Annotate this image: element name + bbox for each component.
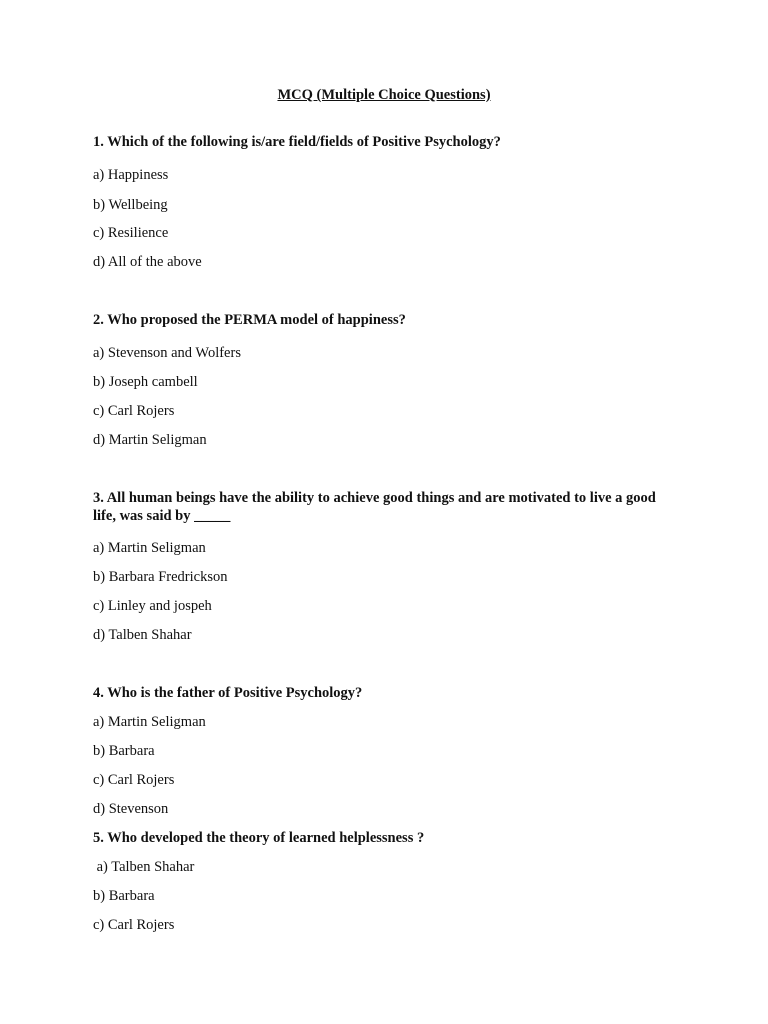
question-4-option-a: a) Martin Seligman	[93, 714, 206, 730]
question-2: 2. Who proposed the PERMA model of happiness?	[93, 312, 406, 328]
question-3-option-c: c) Linley and jospeh	[93, 598, 212, 614]
question-1-option-d: d) All of the above	[93, 254, 202, 270]
question-5-option-a: a) Talben Shahar	[93, 859, 195, 875]
question-5: 5. Who developed the theory of learned helplessness ?	[93, 830, 425, 846]
question-3-option-a: a) Martin Seligman	[93, 540, 206, 556]
question-4-option-d: d) Stevenson	[93, 801, 169, 817]
question-2-option-c: c) Carl Rojers	[93, 403, 175, 419]
question-5-option-b: b) Barbara	[93, 888, 155, 904]
question-1-option-a: a) Happiness	[93, 167, 169, 183]
question-1-option-c: c) Resilience	[93, 225, 169, 241]
question-4-option-c: c) Carl Rojers	[93, 772, 175, 788]
question-3-option-b: b) Barbara Fredrickson	[93, 569, 228, 585]
question-2-option-d: d) Martin Seligman	[93, 432, 207, 448]
question-4-option-b: b) Barbara	[93, 743, 155, 759]
question-2-option-b: b) Joseph cambell	[93, 374, 198, 390]
question-4: 4. Who is the father of Positive Psychology?	[93, 685, 363, 701]
question-1-option-b: b) Wellbeing	[93, 197, 168, 213]
page-title: MCQ (Multiple Choice Questions)	[277, 87, 491, 103]
question-5-option-c: c) Carl Rojers	[93, 917, 175, 933]
question-3: 3. All human beings have the ability to achieve good things and are motivated to live a good life, was said by _____	[93, 490, 656, 524]
question-1: 1. Which of the following is/are field/fields of Positive Psychology?	[93, 134, 501, 150]
question-3-option-d: d) Talben Shahar	[93, 627, 192, 643]
question-2-option-a: a) Stevenson and Wolfers	[93, 345, 241, 361]
